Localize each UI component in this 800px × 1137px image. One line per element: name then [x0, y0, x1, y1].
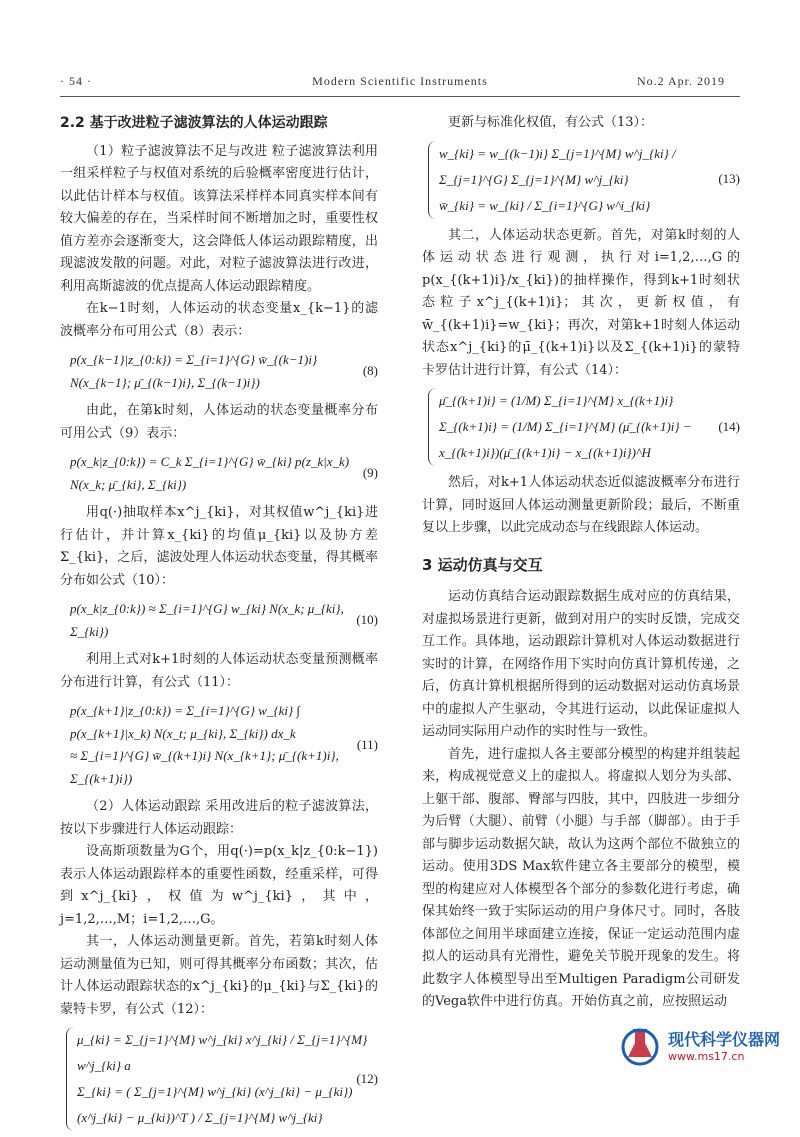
equation-10: [60, 598, 378, 643]
equation-number: (9): [362, 465, 378, 481]
paragraph: 由此，在第k时刻，人体运动的状态变量概率分布可用公式（9）表示：: [60, 403, 378, 441]
equation-number: (8): [362, 363, 378, 379]
flask-icon: [618, 1023, 662, 1067]
equation-number: (13): [718, 171, 740, 187]
equation-line: Σ_{ki} = ( Σ_{j=1}^{M} w^j_{ki} (x^j_{ki} − μ_{ki})(x^j_{ki} − μ_{ki})^T ) / Σ_{j=1}^{M} w^j_{ki}: [77, 1084, 353, 1125]
equation-line: μ̄_{(k+1)i} = (1/M) Σ_{i=1}^{M} x_{(k+1)i}: [439, 393, 674, 408]
equation-number: (10): [356, 612, 378, 628]
section-heading-3: 3 运动仿真与交互: [422, 555, 543, 574]
issue-info: No.2 Apr. 2019: [636, 74, 725, 88]
right-column: [422, 112, 740, 1014]
equation-line: μ_{ki} = Σ_{j=1}^{M} w^j_{ki} x^j_{ki} / Σ_{j=1}^{M} w^j_{ki} a: [77, 1032, 368, 1073]
equation-number: (12): [356, 1070, 378, 1086]
equation-body: p(x_k|z_{0:k}) = C_k Σ_{i=1}^{G} w̄_{ki} p(z_k|x_k) N(x_k; μ̄_{ki}, Σ_{ki}): [70, 454, 350, 492]
watermark-logo[interactable]: [618, 1017, 788, 1073]
equation-number: (14): [718, 418, 740, 434]
paragraph: 首先，进行虚拟人各主要部分模型的构建并组装起来，构成视觉意义上的虚拟人。将虚拟人划分为头部、上躯干部、腹部、臀部与四肢，其中，四肢进一步细分为后臂（大腿）、前臂（小腿）与手部（脚部）。由于手部与脚步运动数据欠缺，故认为这两个部位不做独立的运动。使用3DS Max软件建立各主要部分的模型，模型的构建应对人体模型各个部分的参数化进行考虑，确保其始终一致于实际运动的用户身体尺寸。同时，各肢体部位之间用半球面建立连接，保证一定运动范围内虚拟人的运动具有光滑性，避免关节脱开现象的发生。将此数字人体模型导出至Multigen Paradigm公司研发的Vega软件中进行仿真。开始仿真之前，应按照运动: [422, 746, 740, 1009]
equation-13: [422, 141, 740, 219]
equation-number: (11): [356, 736, 378, 752]
watermark-url: www.ms17.cn: [668, 1050, 745, 1063]
equation-line: Σ_{(k+1)i} = (1/M) Σ_{i=1}^{M} (μ̄_{(k+1)i} − x_{(k+1)i})(μ̄_{(k+1)i} − x_{(k+1)i})^H: [439, 419, 692, 460]
watermark-name: 现代科学仪器网: [668, 1030, 781, 1049]
header-rule: [60, 96, 740, 97]
paragraph: 设高斯项数量为G个，用q(·)=p(x_k|z_{0:k−1})表示人体运动跟踪样本的重要性函数，经重采样，可得到x^j_{ki}，权值为w^j_{ki}，其中，j=1,2,…,M；i=1,2,…,G。: [60, 844, 378, 927]
journal-title: Modern Scientific Instruments: [312, 74, 488, 88]
equation-12: [60, 1027, 378, 1131]
page-number: · 54 ·: [60, 74, 92, 88]
left-column: [60, 112, 378, 1137]
equation-body: p(x_{k−1}|z_{0:k}) = Σ_{i=1}^{G} w̄_{(k−1)i} N(x_{k−1}; μ̄_{(k−1)i}, Σ_{(k−1)i}): [70, 352, 318, 390]
equation-line: ≈ Σ_{i=1}^{G} w̄_{(k+1)i} N(x_{k+1}; μ̄_{(k+1)i}, Σ_{(k+1)i}): [70, 748, 339, 786]
paragraph: （1）粒子滤波算法不足与改进 粒子滤波算法利用一组采样粒子与权值对系统的后验概率密度进行估计，以此估计样本与权值。该算法采样样本同真实样本间有较大偏差的存在，当采样时间不断增加之时，重要性权值方差亦会逐渐变大，这会降低人体运动跟踪精度，出现滤波发散的问题。对此，对粒子滤波算法进行改进，利用高斯滤波的优点提高人体运动跟踪精度。: [60, 143, 378, 294]
equation-8: [60, 349, 378, 394]
equation-body: p(x_k|z_{0:k}) ≈ Σ_{i=1}^{G} w_{ki} N(x_k; μ_{ki}, Σ_{ki}): [70, 601, 344, 639]
equation-11: [60, 700, 378, 790]
paragraph: 其二，人体运动状态更新。首先，对第k时刻的人体运动状态进行观测，执行对i=1,2,…,G的p(x_{(k+1)i}/x_{ki})的抽样操作，得到k+1时刻状态粒子x^j_{(k+1)i}；其次，更新权值，有w̄_{(k+1)i}=w_{ki}；再次，对第k+1时刻人体运动状态x^j_{ki}的μ̄_{(k+1)i}以及Σ_{(k+1)i}的蒙特卡罗估计进行计算，有公式（14）：: [422, 227, 740, 378]
equation-14: [422, 388, 740, 466]
paragraph: 运动仿真结合运动跟踪数据生成对应的仿真结果，对虚拟场景进行更新，做到对用户的实时反馈，完成交互工作。具体地，运动跟踪计算机对人体运动数据进行实时的计算，在网络作用下实时向仿真计算机传递，之后，仿真计算机根据所得到的运动数据对运动仿真场景中的虚拟人产生驱动，令其进行运动，以此保证虚拟人运动同实际用户动作的实时性与一致性。: [422, 589, 740, 739]
paragraph: 用q(·)抽取样本x^j_{ki}，对其权值w^j_{ki}进行估计，并计算x_{ki}的均值μ_{ki}以及协方差Σ_{ki}，之后，滤波处理人体运动状态变量，得其概率分布如公式（10）：: [60, 505, 378, 588]
equation-line: w̄_{ki} = w_{ki} / Σ_{i=1}^{G} w^i_{ki}: [439, 197, 651, 213]
paragraph: 然后，对k+1人体运动状态近似滤波概率分布进行计算，同时返回人体运动测量更新阶段；最后，不断重复以上步骤，以此完成动态与在线跟踪人体运动。: [422, 475, 740, 535]
paragraph: 利用上式对k+1时刻的人体运动状态变量预测概率分布进行计算，有公式（11）：: [60, 652, 378, 690]
paragraph: 更新与标准化权值，有公式（13）：: [448, 115, 654, 130]
equation-9: [60, 451, 378, 496]
paragraph: （2）人体运动跟踪 采用改进后的粒子滤波算法，按以下步骤进行人体运动跟踪：: [60, 799, 378, 837]
equation-line: w_{ki} = w_{(k−1)i} Σ_{j=1}^{M} w^j_{ki} / Σ_{j=1}^{G} Σ_{j=1}^{M} w^j_{ki}: [439, 145, 676, 187]
equation-line: p(x_{k+1}|z_{0:k}) = Σ_{i=1}^{G} w_{ki} ∫ p(x_{k+1}|x_k) N(x_t; μ_{ki}, Σ_{ki}) dx_k: [70, 703, 301, 741]
paragraph: 在k−1时刻，人体运动的状态变量x_{k−1}的滤波概率分布可用公式（8）表示：: [60, 301, 378, 339]
section-heading-2-2: 2.2 基于改进粒子滤波算法的人体运动跟踪: [60, 115, 328, 131]
paragraph: 其一，人体运动测量更新。首先，若第k时刻人体运动测量值为已知，则可得其概率分布函数；其次，估计人体运动跟踪状态的x^j_{ki}的μ_{ki}与Σ_{ki}的蒙特卡罗，有公式（12）：: [60, 934, 378, 1017]
